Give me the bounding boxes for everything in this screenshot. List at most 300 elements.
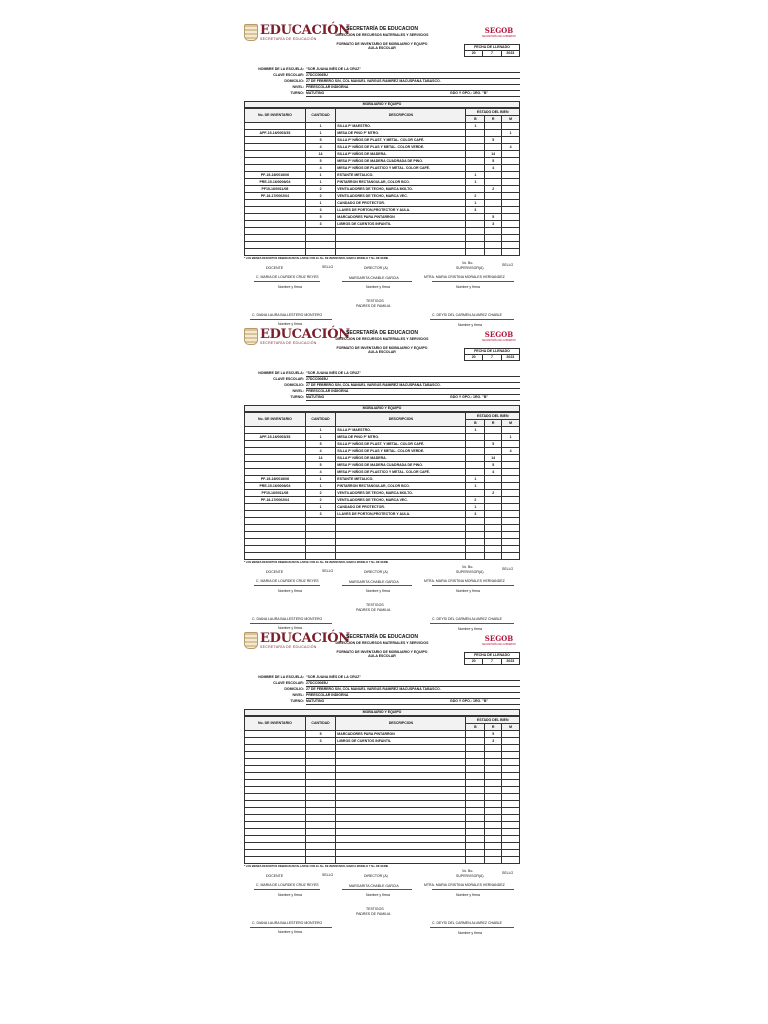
logo-subtext: SECRETARÍA DE EDUCACIÓN [260,645,317,649]
sello-right: SELLO [502,871,514,875]
cell-estado-b [466,801,485,808]
doc-subtitle: DIRECCION DE RECURSOS MATERIALES Y SERVICIOS [335,32,429,37]
col-header-b: B [466,116,485,123]
cell-descripcion: LLAVES DE PORTON,PROTECTOR Y AULA. [336,207,466,214]
testigos-label: TESTIGOS [366,299,384,303]
cell-descripcion: SILLA P' NIÑOS DE PLAS Y METAL. COLOR VERDE. [336,448,466,455]
grado-value: GDO Y GPO.: 1RO. "B" [450,395,520,401]
form-title: FORMATO DE INVENTARIO DE MOBILIARIO Y EQUIPO [336,41,428,46]
cell-estado-b [466,455,485,462]
cell-inventario [245,158,306,165]
cell-estado-b: 1 [466,172,485,179]
docente-label: DOCENTE [266,874,284,878]
cell-estado-m [502,518,520,525]
grado-value: GDO Y GPO.: 1RO. "B" [450,91,520,97]
form-subtitle: AULA ESCOLAR [368,45,396,50]
nombre-label: NOMBRE DE LA ESCUELA: [258,371,304,375]
segob-subtext: SECRETARÍA DE GOBIERNO [482,339,516,342]
table-row [245,752,520,759]
cell-estado-b [466,242,485,249]
cell-descripcion: CANDADO DE PROTECTOR. [336,200,466,207]
col-header-r: R [485,116,502,123]
table-row [245,829,520,836]
domicilio-label: DOMICILIO: [284,383,304,387]
cell-estado-b: 2 [466,193,485,200]
cell-estado-m [502,731,520,738]
cell-estado-m [502,546,520,553]
table-row [245,434,520,441]
cell-estado-m [502,476,520,483]
doc-subtitle: DIRECCION DE RECURSOS MATERIALES Y SERVICIOS [335,640,429,645]
cell-estado-m [502,794,520,801]
fecha-month: 7 [483,659,501,664]
cell-descripcion [336,850,466,857]
cell-estado-r [485,745,502,752]
table-row [245,207,520,214]
table-row [245,850,520,857]
clave-label: CLAVE ESCOLAR: [273,681,304,685]
cell-estado-m [502,738,520,745]
cell-estado-m [502,808,520,815]
cell-estado-b [466,539,485,546]
doc-title: SECRETARÍA DE EDUCACION [346,330,418,336]
cell-cantidad: 4 [305,469,335,476]
cell-cantidad: 5 [305,158,335,165]
fecha-box [464,44,520,57]
docente-label: DOCENTE [266,570,284,574]
testigo1-firma: Nombre y firma [278,930,302,934]
cell-descripcion: VENTILADORES DE TECHO, MARCA MOLTO. [336,490,466,497]
cell-descripcion [336,836,466,843]
cell-cantidad: 1 [305,434,335,441]
table-note: * LOS BIENES DESCRITOS DEBERAN DETALLARSE CON EL No. DE INVENTARIO, MARCA MODELO Y No. DE SERIE. [244,561,389,564]
cell-inventario [245,242,306,249]
supervisor-name: MTRA. MARIA CRISTINA MORALES HERNANDEZ [424,275,505,279]
cell-estado-b: 1 [466,427,485,434]
cell-estado-r [485,130,502,137]
cell-estado-r [485,801,502,808]
cell-estado-m [502,745,520,752]
sello-right: SELLO [502,567,514,571]
cell-estado-r [485,427,502,434]
table-row [245,539,520,546]
cell-estado-b [466,532,485,539]
table-row [245,532,520,539]
cell-descripcion: CANDADO DE PROTECTOR. [336,504,466,511]
cell-estado-b: 1 [466,123,485,130]
testigo1-name: C. DIANA LAURA BALLESTERO MONTERO [252,921,323,925]
school-info [244,67,520,97]
cell-estado-m [502,151,520,158]
cell-estado-b: 3 [466,207,485,214]
cell-estado-r: 5 [485,441,502,448]
fecha-label: FECHA DE LLENADO [465,653,519,659]
cell-descripcion [336,843,466,850]
cell-cantidad: 4 [305,165,335,172]
cell-cantidad: 3 [305,738,335,745]
cell-estado-m [502,836,520,843]
cell-cantidad: 1 [305,200,335,207]
padres-label: PADRES DE FAMILIA [356,912,391,916]
cell-estado-m [502,165,520,172]
cell-cantidad [305,518,335,525]
cell-cantidad: 14 [305,455,335,462]
cell-inventario [245,504,306,511]
cell-inventario [245,144,306,151]
cell-estado-m [502,766,520,773]
form-subtitle: AULA ESCOLAR [368,349,396,354]
cell-estado-b [466,738,485,745]
sello-left: SELLO [322,265,334,269]
cell-estado-r [485,836,502,843]
inventory-table [244,412,520,560]
cell-estado-r: 5 [485,731,502,738]
fecha-day: 20 [465,355,483,360]
sello-left: SELLO [322,569,334,573]
cell-estado-b [466,490,485,497]
cell-descripcion: MARCADORES PARA PINTARRON [336,214,466,221]
cell-cantidad: 1 [305,427,335,434]
cell-descripcion [336,801,466,808]
cell-descripcion [336,829,466,836]
cell-estado-b [466,553,485,560]
cell-inventario [245,752,306,759]
table-row [245,801,520,808]
table-row [245,448,520,455]
domicilio-label: DOMICILIO: [284,79,304,83]
turno-label: TURNO: [290,699,304,703]
cell-descripcion [336,235,466,242]
cell-estado-r: 2 [485,490,502,497]
cell-estado-m [502,483,520,490]
cell-estado-b [466,780,485,787]
table-row [245,186,520,193]
cell-descripcion [336,808,466,815]
cell-estado-b [466,546,485,553]
fecha-label: FECHA DE LLENADO [465,45,519,51]
col-header-descripcion: DESCRIPCION [336,413,466,427]
cell-estado-r: 4 [485,165,502,172]
col-header-inventario: No. DE INVENTARIO [245,717,306,731]
table-row [245,815,520,822]
supervisor-firma: Nombre y firma [456,893,480,897]
cell-inventario [245,766,306,773]
table-row [245,490,520,497]
cell-estado-m [502,249,520,256]
cell-descripcion [336,773,466,780]
table-row [245,553,520,560]
cell-estado-b [466,441,485,448]
cell-inventario [245,123,306,130]
cell-descripcion: MESA P' NIÑOS DE MADERA CUADRADA DE PINO. [336,158,466,165]
padres-label: PADRES DE FAMILIA [356,608,391,612]
turno-value: MATUTINO [306,91,450,97]
testigos-label: TESTIGOS [366,603,384,607]
cell-cantidad [305,249,335,256]
cell-inventario: PF-16-17/0002/04 [245,193,306,200]
cell-estado-r [485,172,502,179]
cell-inventario: PF15-16/0011/08 [245,186,306,193]
cell-estado-r [485,766,502,773]
cell-estado-b [466,808,485,815]
table-row [245,731,520,738]
logo-subtext: SECRETARÍA DE EDUCACIÓN [260,37,317,41]
cell-cantidad [305,752,335,759]
cell-estado-r [485,787,502,794]
cell-estado-b [466,794,485,801]
form-subtitle: AULA ESCOLAR [368,653,396,658]
supervisor-label: SUPERVISOR(A) [456,266,484,270]
docente-name: C. MARIA DE LOURDES CRUZ REYES [256,579,319,583]
segob-logo [482,26,516,38]
cell-estado-b [466,214,485,221]
table-row [245,137,520,144]
school-info [244,371,520,401]
table-row [245,843,520,850]
cell-cantidad [305,553,335,560]
cell-estado-b: 1 [466,200,485,207]
nivel-value: PREESCOLAR INDIGENA [306,693,520,699]
docente-firma: Nombre y firma [278,893,302,897]
clave-value: 27DCC0065U [306,73,520,79]
form-title: FORMATO DE INVENTARIO DE MOBILIARIO Y EQUIPO [336,649,428,654]
cell-estado-b [466,836,485,843]
cell-estado-m [502,857,520,864]
cell-estado-b: 1 [466,483,485,490]
fecha-day: 20 [465,659,483,664]
cell-descripcion [336,752,466,759]
segob-logo [482,634,516,646]
table-row [245,235,520,242]
director-name: MARGARITA CHABLE GARCIA [349,580,399,584]
cell-estado-m [502,773,520,780]
cell-estado-r [485,752,502,759]
cell-descripcion: LIBROS DE CUENTOS INFANTIL [336,738,466,745]
cell-estado-r [485,773,502,780]
cell-estado-r [485,546,502,553]
vobo-label: Vo. Bo. [462,869,474,873]
cell-descripcion: SILLA P' NIÑOS DE PLAST. Y METAL. COLOR CAFÉ. [336,137,466,144]
col-header-estado: ESTADO DEL BIEN [466,109,520,116]
cell-inventario [245,207,306,214]
table-row [245,193,520,200]
cell-estado-r [485,808,502,815]
cell-estado-r [485,822,502,829]
cell-estado-b [466,165,485,172]
cell-cantidad: 1 [305,504,335,511]
cell-inventario: PRE-15-16/0006/04 [245,483,306,490]
cell-estado-b [466,829,485,836]
cell-descripcion: SILLA P' MAESTRO. [336,123,466,130]
cell-cantidad: 5 [305,731,335,738]
cell-estado-b [466,787,485,794]
fecha-box [464,652,520,665]
logo-subtext: SECRETARÍA DE EDUCACIÓN [260,341,317,345]
cell-estado-r: 5 [485,158,502,165]
cell-estado-r: 5 [485,137,502,144]
cell-estado-m [502,815,520,822]
cell-descripcion: MESA P' NIÑOS DE PLASTICO Y METAL. COLOR CAFÉ. [336,469,466,476]
nivel-label: NIVEL: [292,693,304,697]
cell-cantidad [305,759,335,766]
table-row [245,455,520,462]
cell-estado-b [466,448,485,455]
cell-descripcion [336,857,466,864]
cell-estado-m [502,801,520,808]
cell-inventario: PRE-15-16/0006/04 [245,179,306,186]
cell-descripcion: LLAVES DE PORTON,PROTECTOR Y AULA. [336,511,466,518]
cell-estado-r [485,497,502,504]
cell-cantidad [305,766,335,773]
cell-estado-m [502,179,520,186]
form-title: FORMATO DE INVENTARIO DE MOBILIARIO Y EQUIPO [336,345,428,350]
cell-estado-m [502,829,520,836]
cell-descripcion [336,822,466,829]
testigo1-firma: Nombre y firma [278,626,302,630]
cell-estado-m [502,427,520,434]
cell-inventario: APF-15-16/0003/35 [245,434,306,441]
col-header-m: M [502,420,520,427]
supervisor-name: MTRA. MARIA CRISTINA MORALES HERNANDEZ [424,883,505,887]
director-firma: Nombre y firma [366,285,390,289]
cell-cantidad [305,808,335,815]
cell-estado-r [485,144,502,151]
col-header-b: B [466,420,485,427]
cell-estado-b [466,158,485,165]
cell-estado-m [502,752,520,759]
cell-descripcion [336,780,466,787]
segob-subtext: SECRETARÍA DE GOBIERNO [482,35,516,38]
cell-estado-m [502,137,520,144]
nivel-label: NIVEL: [292,389,304,393]
cell-inventario [245,836,306,843]
cell-inventario [245,249,306,256]
cell-estado-m [502,553,520,560]
table-row [245,794,520,801]
nombre-value: "SOR JUANA INÉS DE LA CRUZ" [306,371,520,377]
cell-cantidad [305,857,335,864]
doc-title: SECRETARÍA DE EDUCACION [346,26,418,32]
fecha-year: 2023 [506,355,515,359]
cell-estado-b [466,815,485,822]
table-row [245,441,520,448]
cell-estado-m [502,780,520,787]
cell-estado-b [466,850,485,857]
cell-inventario [245,829,306,836]
nombre-label: NOMBRE DE LA ESCUELA: [258,675,304,679]
cell-inventario [245,780,306,787]
cell-estado-b [466,857,485,864]
cell-inventario [245,525,306,532]
cell-descripcion [336,815,466,822]
cell-estado-r [485,843,502,850]
cell-estado-b [466,469,485,476]
cell-inventario: PF-16-17/0002/04 [245,497,306,504]
domicilio-value: 27 DE FEBRERO S/N, COL MANUEL VARGUS RAMIREZ MACUSPANA TABASCO. [306,687,520,693]
cell-inventario [245,228,306,235]
padres-label: PADRES DE FAMILIA [356,304,391,308]
nivel-value: PREESCOLAR INDIGENA [306,85,520,91]
cell-estado-m [502,242,520,249]
segob-text: SEGOB [484,330,514,339]
logo-text: EDUCACIÓN [260,631,350,646]
cell-estado-m: 4 [502,144,520,151]
table-row [245,476,520,483]
testigo2-name: C. DEYSI DEL CARMEN ALVAREZ CHABLE [432,617,502,621]
cell-estado-b: 1 [466,476,485,483]
cell-estado-b [466,249,485,256]
cell-cantidad: 4 [305,144,335,151]
cell-estado-r [485,511,502,518]
cell-inventario [245,759,306,766]
table-row [245,511,520,518]
cell-descripcion: MARCADORES PARA PINTARRON [336,731,466,738]
table-row [245,525,520,532]
cell-inventario [245,808,306,815]
cell-inventario: APF-15-16/0003/35 [245,130,306,137]
cell-estado-b [466,130,485,137]
table-row [245,836,520,843]
cell-estado-r [485,228,502,235]
cell-estado-b [466,186,485,193]
signatures [244,868,520,948]
sello-right: SELLO [502,263,514,267]
cell-inventario [245,469,306,476]
cell-inventario [245,511,306,518]
cell-estado-b: 1 [466,504,485,511]
table-row [245,249,520,256]
cell-estado-r [485,829,502,836]
form-header [244,632,520,670]
inventory-form-2 [244,327,520,631]
table-row [245,151,520,158]
cell-inventario [245,843,306,850]
inventory-table [244,108,520,256]
segob-text: SEGOB [484,634,514,643]
cell-inventario [245,539,306,546]
form-header [244,328,520,366]
cell-inventario [245,462,306,469]
cell-cantidad [305,850,335,857]
cell-estado-r [485,504,502,511]
table-row [245,165,520,172]
clave-label: CLAVE ESCOLAR: [273,73,304,77]
cell-estado-b [466,731,485,738]
cell-descripcion: MESA P' NIÑOS DE MADERA CUADRADA DE PINO. [336,462,466,469]
domicilio-value: 27 DE FEBRERO S/N, COL MANUEL VARGUS RAMIREZ MACUSPANA TABASCO. [306,79,520,85]
cell-estado-m [502,200,520,207]
col-header-m: M [502,116,520,123]
docente-name: C. MARIA DE LOURDES CRUZ REYES [256,275,319,279]
cell-estado-b [466,752,485,759]
nombre-label: NOMBRE DE LA ESCUELA: [258,67,304,71]
inventory-form-3 [244,631,520,935]
cell-inventario [245,731,306,738]
doc-subtitle: DIRECCION DE RECURSOS MATERIALES Y SERVICIOS [335,336,429,341]
vobo-label: Vo. Bo. [462,565,474,569]
cell-inventario: PF-15-16/0016/06 [245,172,306,179]
cell-descripcion [336,228,466,235]
cell-estado-b [466,462,485,469]
testigos-label: TESTIGOS [366,907,384,911]
cell-estado-b [466,144,485,151]
cell-estado-m [502,511,520,518]
cell-inventario [245,815,306,822]
cell-estado-r [485,193,502,200]
nombre-value: "SOR JUANA INÉS DE LA CRUZ" [306,67,520,73]
cell-estado-r: 2 [485,186,502,193]
cell-descripcion [336,794,466,801]
